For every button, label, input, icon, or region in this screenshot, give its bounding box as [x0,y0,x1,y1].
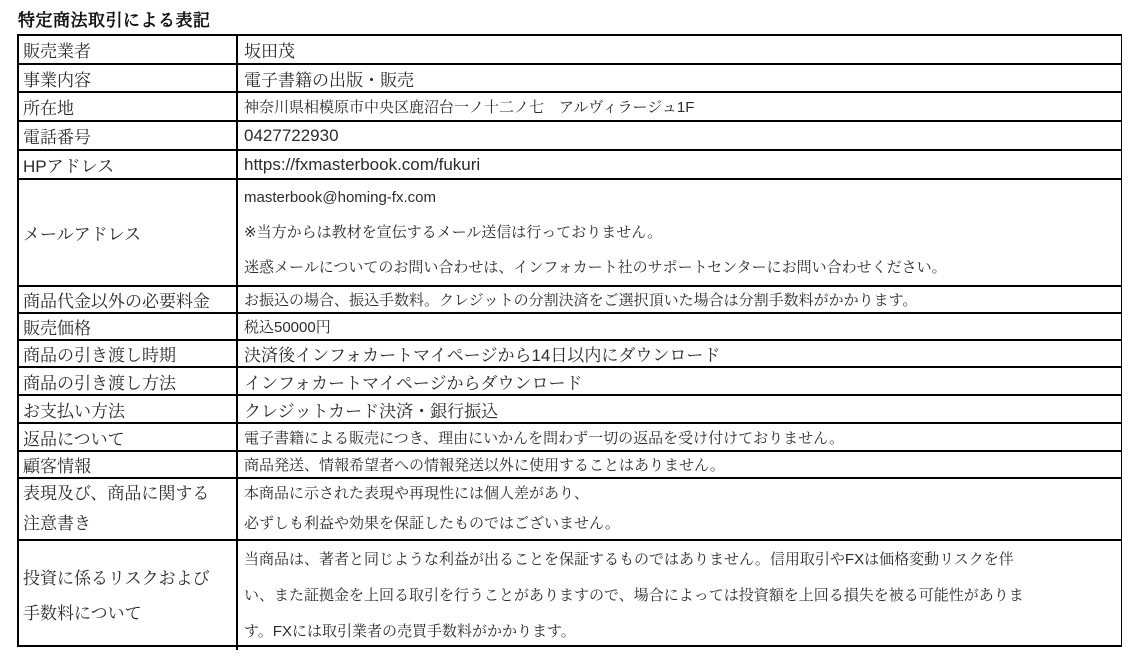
value-line: https://fxmasterbook.com/fukuri [244,154,481,174]
table-row-payment-method [19,395,1121,423]
table-row-investment-risk [19,540,1121,650]
table-row-address [19,92,1121,121]
row-value-cell [237,451,1121,478]
row-value-cell [237,313,1121,340]
table-row-expression-note [19,478,1121,540]
value-line: クレジットカード決済・銀行振込 [244,401,499,421]
table-row-delivery-time [19,340,1121,367]
value-line: ※当方からは教材を宣伝するメール送信は行っておりません。 [244,224,663,241]
row-value-cell [237,121,1121,150]
value-line: 0427722930 [244,125,339,145]
row-value-cell [237,478,1121,540]
value-line: 本商品に示された表現や再現性には個人差があり、 [244,485,590,502]
label-line: 注意書き [23,514,91,533]
row-value-cell [237,340,1121,367]
label-line: 表現及び、商品に関する [23,484,210,503]
row-label-cell [19,286,237,313]
label-line: 手数料について [23,603,142,623]
value-line: インフォカートマイページからダウンロード [244,373,583,393]
row-value-cell [237,286,1121,313]
row-label-cell [19,92,237,121]
value-line: お振込の場合、振込手数料。クレジットの分割決済をご選択頂いた場合は分割手数料がかかります。 [244,292,918,309]
value-line: 必ずしも利益や効果を保証したものではございません。 [244,515,620,532]
table-row-phone [19,121,1121,150]
row-value-cell [237,36,1121,64]
label-line: お支払い方法 [23,401,125,421]
label-line: HPアドレス [23,157,115,176]
disclosure-table [17,34,1122,647]
page-title: 特定商法取引による表記 [18,11,211,30]
table-row-business [19,64,1121,92]
value-line: 当商品は、著者と同じような利益が出ることを保証するものではありません。信用取引やFXは価格変動リスクを伴 [244,550,1014,568]
value-line: 迷惑メールについてのお問い合わせは、インフォカート社のサポートセンターにお問い合わせください。 [244,259,947,276]
value-line: 商品発送、情報希望者への情報発送以外に使用することはありません。 [244,457,725,474]
label-line: 商品代金以外の必要料金 [23,292,210,311]
value-line: い、また証拠金を上回る取引を行うことがありますので、場合によっては投資額を上回る損失を被る可能性がありま [244,586,1024,604]
value-line: masterbook@homing-fx.com [244,189,436,206]
row-label-cell [19,423,237,451]
value-line: す。FXには取引業者の売買手数料がかかります。 [244,622,576,640]
value-line: 坂田茂 [244,42,295,61]
table-row-delivery-method [19,367,1121,395]
row-label-cell [19,36,237,64]
row-value-cell [237,367,1121,395]
row-label-cell [19,395,237,423]
row-value-cell [237,540,1121,650]
row-value-cell [237,92,1121,121]
label-line: 返品について [23,429,125,449]
label-line: 販売価格 [23,319,91,338]
value-line: 神奈川県相模原市中央区鹿沼台一ノ十二ノ七 アルヴィラージュ1F [244,99,695,116]
row-value-cell [237,64,1121,92]
disclosure-table-grid [19,36,1121,650]
label-line: 投資に係るリスクおよび [23,568,210,588]
row-label-cell [19,313,237,340]
row-label-cell [19,451,237,478]
table-row-returns [19,423,1121,451]
table-row-extra-fees [19,286,1121,313]
value-line: 電子書籍による販売につき、理由にいかんを問わず一切の返品を受け付けておりません。 [244,429,845,447]
label-line: 販売業者 [23,42,91,61]
row-label-cell [19,64,237,92]
row-label-cell [19,179,237,286]
table-row-seller [19,36,1121,64]
row-label-cell [19,478,237,540]
table-row-customer-info [19,451,1121,478]
row-value-cell [237,150,1121,179]
label-line: メールアドレス [23,225,142,244]
row-label-cell [19,340,237,367]
row-label-cell [19,540,237,650]
label-line: 商品の引き渡し方法 [23,373,176,393]
label-line: 事業内容 [23,70,91,90]
row-value-cell [237,179,1121,286]
row-label-cell [19,150,237,179]
value-line: 税込50000円 [244,319,331,336]
label-line: 顧客情報 [23,457,91,476]
value-line: 電子書籍の出版・販売 [244,70,414,90]
row-label-cell [19,121,237,150]
table-row-email [19,179,1121,286]
label-line: 電話番号 [23,128,91,147]
table-row-price [19,313,1121,340]
row-value-cell [237,423,1121,451]
value-line: 決済後インフォカートマイページから14日以内にダウンロード [244,346,721,365]
row-value-cell [237,395,1121,423]
row-label-cell [19,367,237,395]
label-line: 商品の引き渡し時期 [23,346,176,365]
table-row-homepage [19,150,1121,179]
label-line: 所在地 [23,99,74,118]
